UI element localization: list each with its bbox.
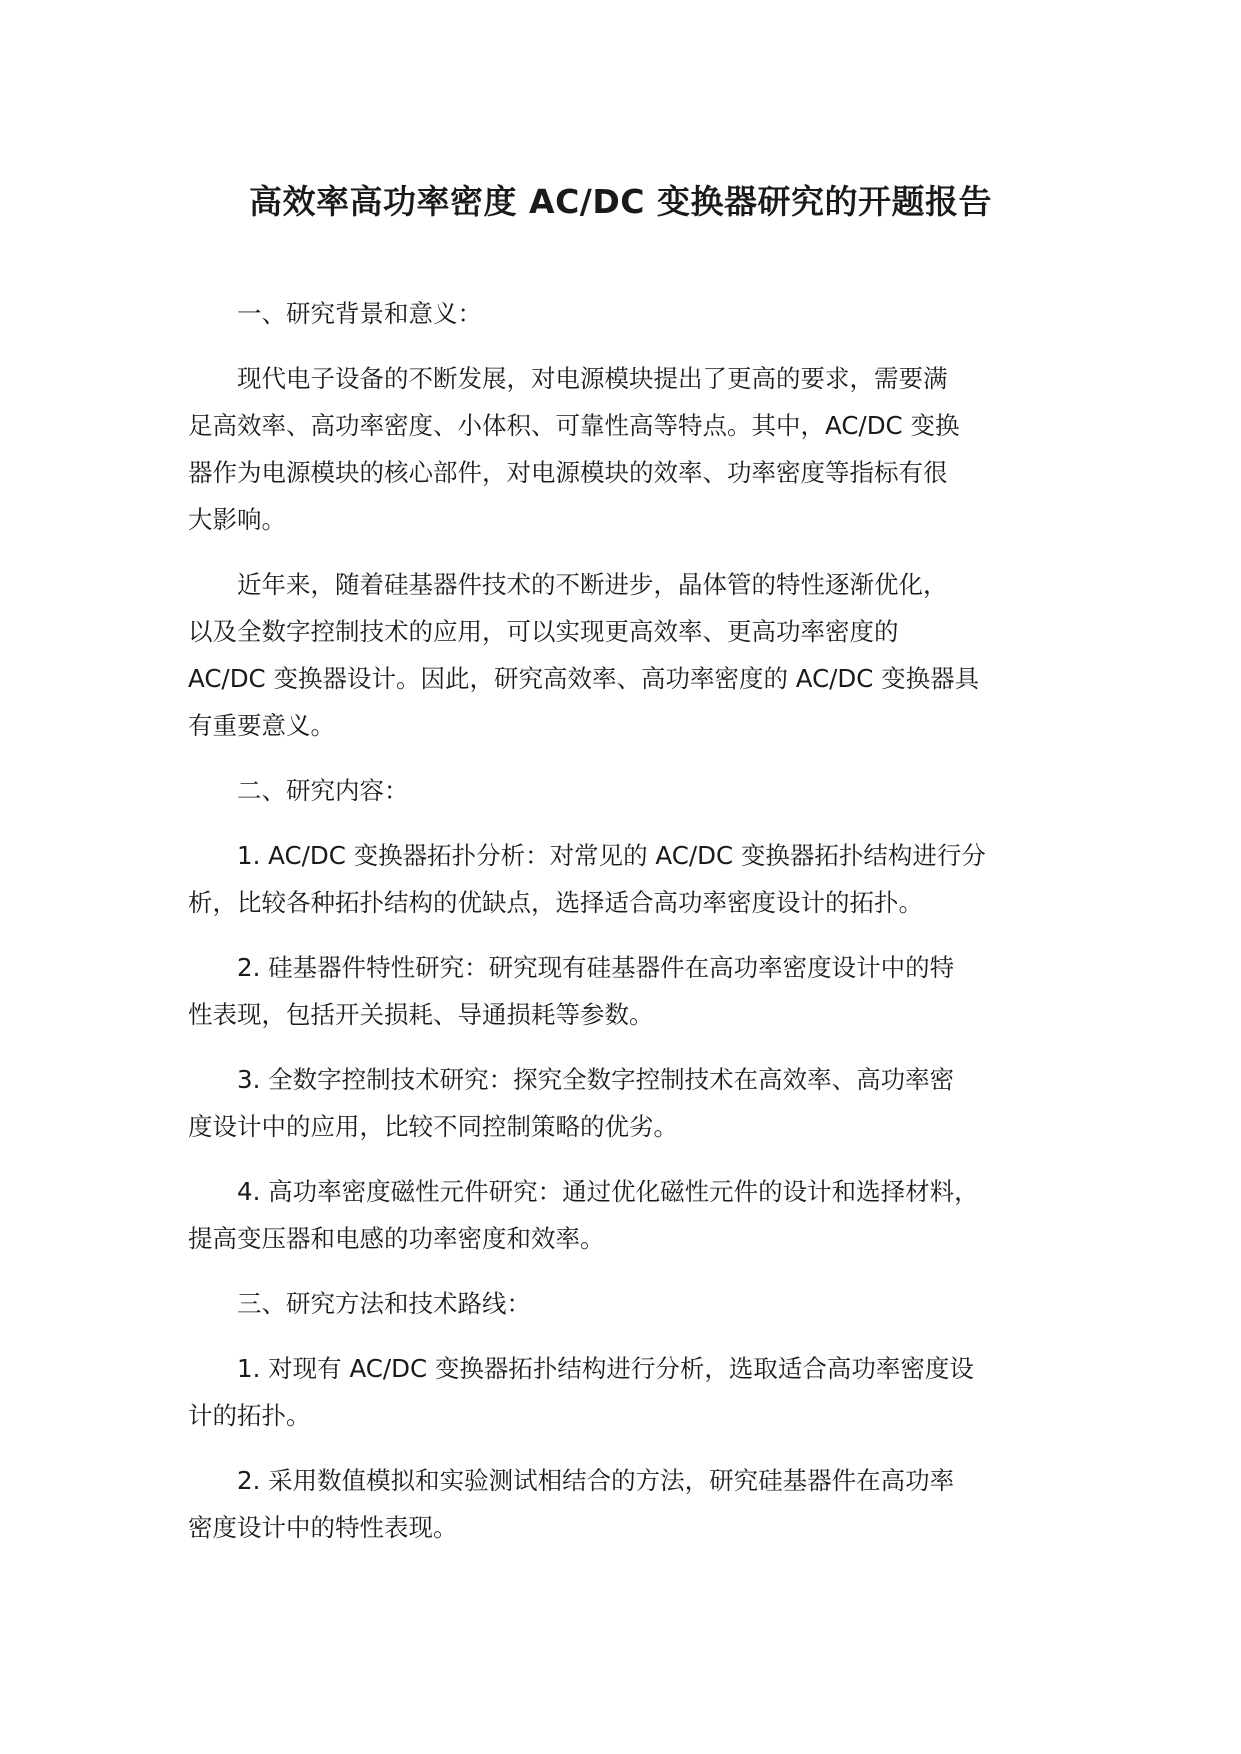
list-item-method-1: 1. 对现有 AC/DC 变换器拓扑结构进行分析，选取适合高功率密度设 计的拓扑。 [188, 1354, 974, 1430]
list-item-content-1: 1. AC/DC 变换器拓扑分析：对常见的 AC/DC 变换器拓扑结构进行分 析，比较各种拓扑结构的优缺点，选择适合高功率密度设计的拓扑。 [188, 841, 986, 917]
paragraph-background-1: 现代电子设备的不断发展，对电源模块提出了更高的要求，需要满 足高效率、高功率密度、小体积、可靠性高等特点。其中，AC/DC 变换 器作为电源模块的核心部件，对电源模块的效率、功率密度等指标有很 大影响。 [188, 364, 960, 534]
list-item-content-2: 2. 硅基器件特性研究：研究现有硅基器件在高功率密度设计中的特 性表现，包括开关损耗、导通损耗等参数。 [188, 953, 955, 1029]
section-heading-content: 二、研究内容： [237, 776, 409, 805]
list-item-content-4: 4. 高功率密度磁性元件研究：通过优化磁性元件的设计和选择材料， 提高变压器和电感的功率密度和效率。 [188, 1177, 979, 1253]
section-heading-background: 一、研究背景和意义： [237, 299, 482, 328]
paragraph-background-2: 近年来，随着硅基器件技术的不断进步，晶体管的特性逐渐优化， 以及全数字控制技术的应用，可以实现更高效率、更高功率密度的 AC/DC 变换器设计。因此，研究高效率、高功率密度的 AC/DC 变换器具 有重要意义。 [188, 570, 980, 740]
list-item-method-2: 2. 采用数值模拟和实验测试相结合的方法，研究硅基器件在高功率 密度设计中的特性表现。 [188, 1466, 955, 1542]
section-heading-method: 三、研究方法和技术路线： [237, 1289, 531, 1318]
document-title: 高效率高功率密度 AC/DC 变换器研究的开题报告 [249, 182, 992, 221]
document-body [188, 290, 1093, 1551]
list-item-content-3: 3. 全数字控制技术研究：探究全数字控制技术在高效率、高功率密 度设计中的应用，比较不同控制策略的优劣。 [188, 1065, 955, 1141]
